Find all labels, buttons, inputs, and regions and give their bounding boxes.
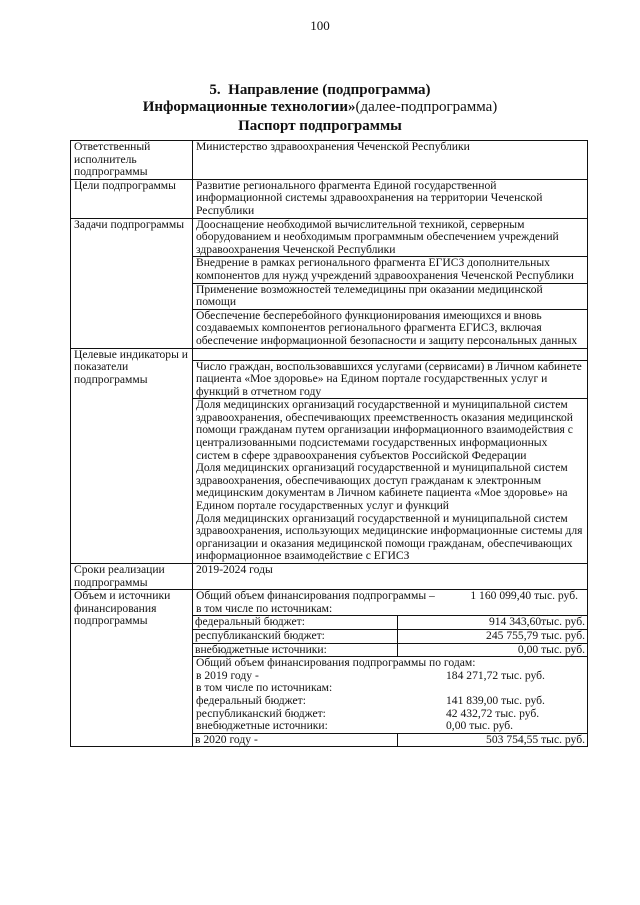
indicator-item: Число граждан, воспользовавшихся услугами (сервисами) в Личном кабинете пациента «Мое здоровье» на Едином портале государственных услуг и функций в отчетном году	[193, 360, 588, 399]
indicator-line: Доля медицинских организаций государственной и муниципальной систем здравоохранения, обеспечивающих преемственность оказания медицинской помощи гражданам путем организации информационного взаимодействия с централизованными подсистемами государственных информационных систем в сфере здравоохранения субъектов Российской Федерации	[196, 398, 574, 462]
heading-line-1: 5. Направление (подпрограмма)	[209, 82, 431, 98]
source-value: 0,00 тыс. руб.	[398, 643, 588, 656]
indicator-line: Доля медицинских организаций государственной и муниципальной систем здравоохранения, использующих медицинские информационные системы для организации и оказания медицинской помощи гражданам, обеспечивающих информационное взаимодействие с ЕГИСЗ	[196, 511, 583, 563]
executor-value: Министерство здравоохранения Чеченской Республики	[193, 141, 588, 180]
source-2019-name: федеральный бюджет:	[196, 693, 306, 707]
passport-title: Паспорт подпрограммы	[238, 118, 402, 134]
source-2019-value: 42 432,72 тыс. руб.	[446, 706, 540, 720]
financing-by-years-title: Общий объем финансирования подпрограммы по годам:	[196, 656, 476, 670]
indicator-line: Доля медицинских организаций государственной и муниципальной систем здравоохранения, обеспечивающих доступ гражданам к электронным медицинским документам в Личном кабинете пациента «Мое здоровье» на Едином портале государственных услуг и функций	[196, 461, 568, 513]
financing-years-cell	[193, 657, 588, 747]
terms-value: 2019-2024 годы	[193, 564, 588, 590]
source-row	[193, 643, 587, 656]
heading-line-2-normal: (далее-подпрограмма)	[355, 99, 498, 115]
indicators-empty-cell	[193, 348, 588, 360]
executor-label: Ответственный исполнитель подпрограммы	[71, 141, 193, 180]
indicator-item-group	[193, 399, 588, 564]
terms-label: Сроки реализации подпрограммы	[71, 564, 193, 590]
financing-total-row	[196, 590, 584, 603]
row-goals	[71, 179, 588, 218]
source-2019-name: республиканский бюджет:	[196, 706, 326, 720]
goals-label: Цели подпрограммы	[71, 179, 193, 218]
year-2019-value: 184 271,72 тыс. руб.	[446, 668, 545, 682]
year-2020-table	[193, 733, 587, 747]
row-financing	[71, 590, 588, 657]
source-2019-value: 141 839,00 тыс. руб.	[446, 693, 545, 707]
page-number: 100	[310, 18, 330, 33]
row-terms	[71, 564, 588, 590]
task-item: Обеспечение бесперебойного функционирования имеющихся и вновь создаваемых компонентов регионального фрагмента ЕГИСЗ, включая обеспечение информационной безопасности и защиту персональных данных	[193, 309, 588, 348]
year-2020-row	[193, 733, 587, 746]
source-name: внебюджетные источники:	[193, 643, 398, 656]
source-2019-value: 0,00 тыс. руб.	[446, 719, 514, 733]
financing-sources-table	[193, 615, 587, 656]
financing-label: Объем и источники финансирования подпрограммы	[71, 590, 193, 747]
task-item: Внедрение в рамках регионального фрагмента ЕГИСЗ дополнительных компонентов для нужд учреждений здравоохранения Чеченской Республики	[193, 257, 588, 283]
source-2019-row	[196, 720, 584, 733]
task-item: Применение возможностей телемедицины при оказании медицинской помощи	[193, 283, 588, 309]
heading-line-2	[0, 99, 640, 116]
financing-total-cell	[193, 590, 588, 657]
row-tasks	[71, 218, 588, 257]
source-value: 914 343,60тыс. руб.	[398, 616, 588, 630]
financing-total-label: Общий объем финансирования подпрограммы –	[196, 589, 435, 603]
source-name: республиканский бюджет:	[193, 629, 398, 643]
section-heading	[0, 82, 640, 116]
source-value: 245 755,79 тыс. руб.	[398, 629, 588, 643]
passport-table	[70, 140, 588, 747]
year-2020-label: в 2020 году -	[193, 733, 398, 746]
by-sources-2019: в том числе по источникам:	[196, 681, 333, 695]
financing-by-sources: в том числе по источникам:	[196, 601, 333, 615]
financing-years-block	[193, 657, 587, 733]
source-row	[193, 629, 587, 643]
year-2020-value: 503 754,55 тыс. руб.	[398, 733, 588, 746]
task-item: Дооснащение необходимой вычислительной техникой, серверным оборудованием и необходимым программным обеспечением учреждений здравоохранения Чеченской Республики	[193, 218, 588, 257]
row-executor	[71, 141, 588, 180]
source-row	[193, 616, 587, 630]
tasks-label: Задачи подпрограммы	[71, 218, 193, 348]
source-2019-row	[196, 695, 584, 708]
financing-total-value: 1 160 099,40 тыс. руб.	[470, 589, 578, 603]
source-name: федеральный бюджет:	[193, 616, 398, 630]
indicators-label: Целевые индикаторы и показатели подпрограммы	[71, 348, 193, 564]
goals-value: Развитие регионального фрагмента Единой государственной информационной системы здравоохранения на территории Чеченской Республики	[193, 179, 588, 218]
financing-total	[193, 590, 587, 615]
heading-line-2-bold: Информационные технологии»	[142, 99, 356, 115]
year-2019-label: в 2019 году -	[196, 668, 259, 682]
source-2019-name: внебюджетные источники:	[196, 719, 328, 733]
row-indicators	[71, 348, 588, 360]
